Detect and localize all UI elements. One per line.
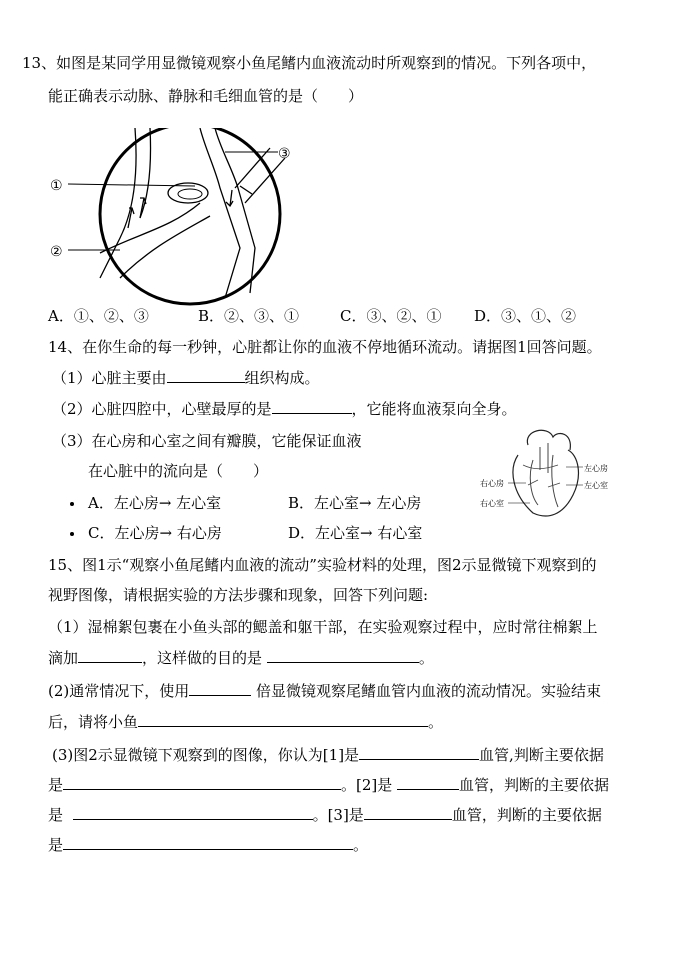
q15-stem-line2: 视野图像，请根据实验的方法步骤和现象，回答下列问题: — [48, 586, 429, 604]
answer-blank[interactable] — [267, 648, 419, 663]
label-right-atrium: 右心房 — [480, 479, 504, 488]
q15-part1-line2: 滴加 ，这样做的目的是 。 — [48, 649, 434, 667]
q13-stem-line1: 13、如图是某同学用显微镜观察小鱼尾鳍内血液流动时所观察到的情况。下列各项中， — [22, 54, 597, 72]
q13-option-a: A．①、②、③ — [48, 307, 149, 325]
answer-blank[interactable] — [78, 648, 142, 663]
fig-label-2: ② — [50, 244, 63, 260]
q14-part3-line1: （3）在心房和心室之间有瓣膜，它能保证血液 — [52, 432, 362, 450]
q14-option-a: A．左心房→ 左心室 — [70, 492, 221, 513]
q15-part2-line1: (2)通常情况下，使用 倍显微镜观察尾鳍血管内血液的流动情况。实验结束 — [48, 682, 602, 700]
q14-part1: （1）心脏主要由 组织构成。 — [52, 369, 320, 387]
q15-stem-line1: 15、图1示“观察小鱼尾鳍内血液的流动”实验材料的处理，图2示显微镜下观察到的 — [48, 556, 597, 574]
q13-option-b: B．②、③、① — [198, 307, 300, 325]
q13-stem-line2: 能正确表示动脉、静脉和毛细血管的是（ ） — [48, 87, 364, 105]
heart-diagram-figure — [478, 425, 618, 520]
answer-blank[interactable] — [63, 835, 353, 850]
fig-label-1: ① — [50, 178, 63, 194]
answer-blank[interactable] — [138, 712, 428, 727]
q14-stem: 14、在你生命的每一秒钟，心脏都让你的血液不停地循环流动。请据图1回答问题。 — [48, 338, 602, 356]
answer-blank[interactable] — [397, 775, 459, 790]
answer-blank[interactable] — [73, 805, 313, 820]
answer-blank[interactable] — [359, 745, 479, 760]
answer-blank[interactable] — [364, 805, 452, 820]
label-left-atrium: 左心房 — [584, 464, 608, 473]
answer-blank[interactable] — [272, 399, 352, 414]
q14-option-b: B．左心室→ 左心房 — [288, 494, 422, 512]
answer-blank[interactable] — [189, 681, 251, 696]
q13-option-c: C．③、②、① — [340, 307, 442, 325]
q15-part3-line3: 是 。[3]是 血管，判断的主要依据 — [48, 806, 602, 824]
answer-blank[interactable] — [63, 775, 341, 790]
label-right-ventricle: 右心室 — [480, 499, 504, 508]
q14-option-c: C．左心房→ 右心房 — [70, 522, 222, 543]
q14-part3-line2: 在心脏中的流向是（ ） — [88, 462, 269, 480]
q15-part3-line2: 是 。[2]是 血管，判断的主要依据 — [48, 776, 610, 794]
label-left-ventricle: 左心室 — [584, 481, 608, 490]
q15-part1-line1: （1）湿棉絮包裹在小鱼头部的鳃盖和躯干部，在实验观察过程中，应时常往棉絮上 — [48, 618, 598, 636]
fish-tail-microscope-figure — [40, 128, 340, 308]
q15-part3-line1: (3)图2示显微镜下观察到的图像，你认为[1]是 血管,判断主要依据 — [52, 746, 604, 764]
microscope-field-circle — [100, 128, 280, 304]
q13-option-d: D．③、①、② — [474, 307, 577, 325]
q15-part3-line4: 是 。 — [48, 836, 369, 854]
answer-blank[interactable] — [167, 368, 245, 383]
q14-part2: （2）心脏四腔中，心壁最厚的是 ，它能将血液泵向全身。 — [52, 400, 517, 418]
q14-option-d: D．左心室→ 右心室 — [288, 524, 423, 542]
fig-label-3: ③ — [278, 146, 291, 162]
q15-part2-line2: 后，请将小鱼 。 — [48, 713, 444, 731]
